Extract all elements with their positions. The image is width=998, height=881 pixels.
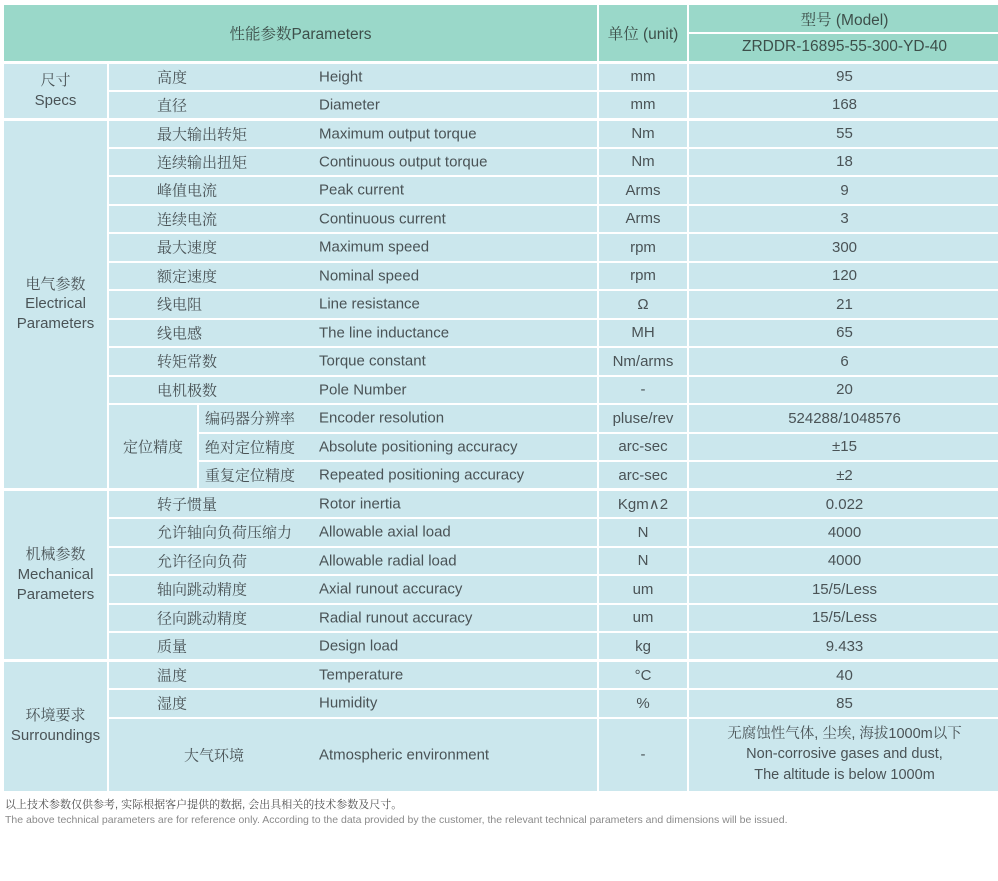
model-header-cell: 型号 (Model) (688, 4, 998, 33)
parameters-header-cell: 性能参数Parameters (3, 4, 598, 62)
param-label-cell (108, 632, 598, 661)
value-cell (688, 718, 998, 792)
unit-cell: Kgm∧2 (598, 490, 688, 519)
param-label-cell (108, 518, 598, 547)
table-row (3, 376, 998, 405)
unit-cell: % (598, 689, 688, 718)
param-label-zh: 线电阻 (157, 296, 203, 314)
category-line: 机械参数 (25, 546, 86, 564)
value-cell: 9 (688, 176, 998, 205)
value-cell: ±2 (688, 461, 998, 490)
param-label-zh: 编码器分辨率 (205, 410, 296, 428)
unit-cell: pluse/rev (598, 404, 688, 433)
unit-cell: Nm (598, 119, 688, 148)
category-line: Parameters (16, 585, 95, 603)
header-row-1 (3, 4, 998, 33)
param-label-en: Allowable axial load (319, 523, 451, 541)
unit-cell: arc-sec (598, 433, 688, 462)
param-label-zh: 允许径向负荷 (157, 553, 248, 571)
footnote-en: The above technical parameters are for reference only. According to the data provided by the customer, the relevant technical parameters and dimensions will be issued. (5, 813, 788, 826)
param-label-cell (108, 604, 598, 633)
value-cell: 15/5/Less (688, 575, 998, 604)
category-cell (3, 661, 108, 792)
table-row (3, 319, 998, 348)
table-row (3, 262, 998, 291)
category-line: 电气参数 (25, 275, 86, 293)
value-cell: 524288/1048576 (688, 404, 998, 433)
table-row (3, 718, 998, 792)
param-label-cell (108, 290, 598, 319)
param-label-zh: 连续电流 (157, 211, 218, 229)
param-label-en: Continuous output torque (319, 153, 488, 171)
param-label-zh: 峰值电流 (157, 182, 218, 200)
table-row (3, 91, 998, 120)
category-line: Specs (34, 91, 77, 109)
param-label-cell (108, 91, 598, 120)
value-cell: 4000 (688, 547, 998, 576)
value-line: The altitude is below 1000m (754, 766, 935, 783)
param-label-en: Absolute positioning accuracy (319, 438, 518, 456)
unit-cell: rpm (598, 233, 688, 262)
param-label-en: Peak current (319, 181, 405, 199)
unit-header-cell: 单位 (unit) (598, 4, 688, 62)
value-line: Non-corrosive gases and dust, (746, 746, 943, 763)
footnote-zh: 以上技术参数仅供参考, 实际根据客户提供的数据, 会出具相关的技术参数及尺寸。 (5, 798, 403, 811)
table-row (3, 205, 998, 234)
param-label-en: Pole Number (319, 381, 407, 399)
spec-table-body (3, 62, 998, 792)
category-line: 环境要求 (25, 707, 86, 725)
param-label-en: Encoder resolution (319, 409, 445, 427)
value-cell: 95 (688, 62, 998, 91)
param-label-zh: 湿度 (157, 695, 188, 713)
param-label-en: The line inductance (319, 324, 450, 342)
param-label-en: Height (319, 68, 363, 85)
param-label-cell (108, 347, 598, 376)
value-cell: 120 (688, 262, 998, 291)
table-row (3, 632, 998, 661)
unit-cell: Arms (598, 205, 688, 234)
param-label-cell (108, 119, 598, 148)
value-cell: 21 (688, 290, 998, 319)
unit-cell: arc-sec (598, 461, 688, 490)
param-label-en: Line resistance (319, 295, 420, 313)
unit-cell: N (598, 518, 688, 547)
param-label-cell (198, 404, 598, 433)
value-cell: 3 (688, 205, 998, 234)
category-cell (3, 119, 108, 490)
group-cell: 定位精度 (108, 404, 198, 490)
value-cell: ±15 (688, 433, 998, 462)
table-row (3, 290, 998, 319)
param-label-zh: 电机极数 (157, 382, 218, 400)
param-label-cell (108, 262, 598, 291)
unit-cell: Ω (598, 290, 688, 319)
value-cell: 4000 (688, 518, 998, 547)
value-cell: 15/5/Less (688, 604, 998, 633)
table-row (3, 176, 998, 205)
table-row (3, 347, 998, 376)
value-cell: 85 (688, 689, 998, 718)
param-label-en: Nominal speed (319, 267, 420, 285)
param-label-cell (108, 718, 598, 792)
spec-table (2, 3, 998, 793)
value-cell: 168 (688, 91, 998, 120)
value-cell: 0.022 (688, 490, 998, 519)
table-row (3, 547, 998, 576)
unit-cell: Arms (598, 176, 688, 205)
param-label-zh: 径向跳动精度 (157, 610, 248, 628)
param-label-en: Axial runout accuracy (319, 580, 463, 598)
table-row (3, 490, 998, 519)
param-label-en: Design load (319, 637, 399, 655)
category-line: Electrical (25, 295, 86, 313)
unit-cell: Nm/arms (598, 347, 688, 376)
value-cell: 40 (688, 661, 998, 690)
table-row (3, 604, 998, 633)
category-line: 尺寸 (40, 71, 71, 89)
unit-cell: - (598, 376, 688, 405)
param-label-en: Repeated positioning accuracy (319, 466, 525, 484)
table-row (3, 148, 998, 177)
table-row (3, 661, 998, 690)
unit-cell: um (598, 604, 688, 633)
param-label-zh: 直径 (157, 97, 188, 114)
param-label-cell (108, 547, 598, 576)
param-label-zh: 连续输出扭矩 (157, 154, 248, 172)
param-label-cell (108, 319, 598, 348)
param-label-zh: 重复定位精度 (205, 467, 296, 485)
param-label-cell (108, 205, 598, 234)
param-label-en: Diameter (319, 96, 380, 113)
param-label-en: Atmospheric environment (319, 746, 490, 763)
table-row (3, 518, 998, 547)
param-label-zh: 转子惯量 (157, 496, 218, 514)
unit-cell: rpm (598, 262, 688, 291)
value-cell: 300 (688, 233, 998, 262)
param-label-en: Maximum output torque (319, 125, 477, 142)
unit-cell: °C (598, 661, 688, 690)
unit-cell: N (598, 547, 688, 576)
value-cell: 9.433 (688, 632, 998, 661)
table-header (3, 4, 998, 62)
param-label-zh: 大气环境 (184, 747, 245, 764)
unit-cell: - (598, 718, 688, 792)
param-label-zh: 绝对定位精度 (205, 439, 296, 457)
param-label-en: Rotor inertia (319, 495, 401, 513)
param-label-en: Maximum speed (319, 238, 430, 256)
param-label-en: Humidity (319, 694, 378, 712)
unit-cell: um (598, 575, 688, 604)
param-label-zh: 线电感 (157, 325, 203, 343)
unit-cell: MH (598, 319, 688, 348)
param-label-en: Torque constant (319, 352, 426, 370)
value-cell: 55 (688, 119, 998, 148)
param-label-cell (108, 689, 598, 718)
table-row (3, 689, 998, 718)
model-number-cell: ZRDDR-16895-55-300-YD-40 (688, 33, 998, 62)
category-cell (3, 490, 108, 661)
footnotes (2, 793, 996, 828)
value-cell: 18 (688, 148, 998, 177)
param-label-zh: 轴向跳动精度 (157, 581, 248, 599)
param-label-zh: 质量 (157, 638, 188, 656)
value-cell: 6 (688, 347, 998, 376)
param-label-cell (108, 233, 598, 262)
unit-cell: kg (598, 632, 688, 661)
param-label-en: Temperature (319, 666, 404, 684)
param-label-cell (108, 661, 598, 690)
param-label-zh: 额定速度 (157, 268, 218, 286)
table-row (3, 119, 998, 148)
param-label-zh: 最大输出转矩 (157, 126, 248, 143)
param-label-zh: 转矩常数 (157, 353, 218, 371)
param-label-cell (198, 433, 598, 462)
param-label-cell (108, 490, 598, 519)
param-label-zh: 温度 (157, 667, 188, 685)
param-label-cell (108, 176, 598, 205)
param-label-cell (108, 62, 598, 91)
table-row (3, 233, 998, 262)
value-line: 无腐蚀性气体, 尘埃, 海拔1000m以下 (727, 726, 962, 743)
param-label-zh: 允许轴向负荷压缩力 (157, 524, 293, 542)
table-row (3, 62, 998, 91)
param-label-cell (108, 148, 598, 177)
param-label-cell (108, 575, 598, 604)
param-label-cell (198, 461, 598, 490)
category-cell (3, 62, 108, 119)
category-line: Mechanical (17, 566, 94, 584)
param-label-en: Radial runout accuracy (319, 609, 473, 627)
table-row (3, 575, 998, 604)
unit-cell: Nm (598, 148, 688, 177)
category-line: Surroundings (10, 727, 101, 745)
param-label-cell (108, 376, 598, 405)
value-cell: 65 (688, 319, 998, 348)
table-row (3, 404, 998, 433)
category-line: Parameters (16, 315, 95, 333)
unit-cell: mm (598, 62, 688, 91)
value-cell: 20 (688, 376, 998, 405)
param-label-zh: 最大速度 (157, 239, 218, 257)
param-label-en: Continuous current (319, 210, 446, 228)
param-label-zh: 高度 (157, 69, 188, 86)
unit-cell: mm (598, 91, 688, 120)
param-label-en: Allowable radial load (319, 552, 457, 570)
